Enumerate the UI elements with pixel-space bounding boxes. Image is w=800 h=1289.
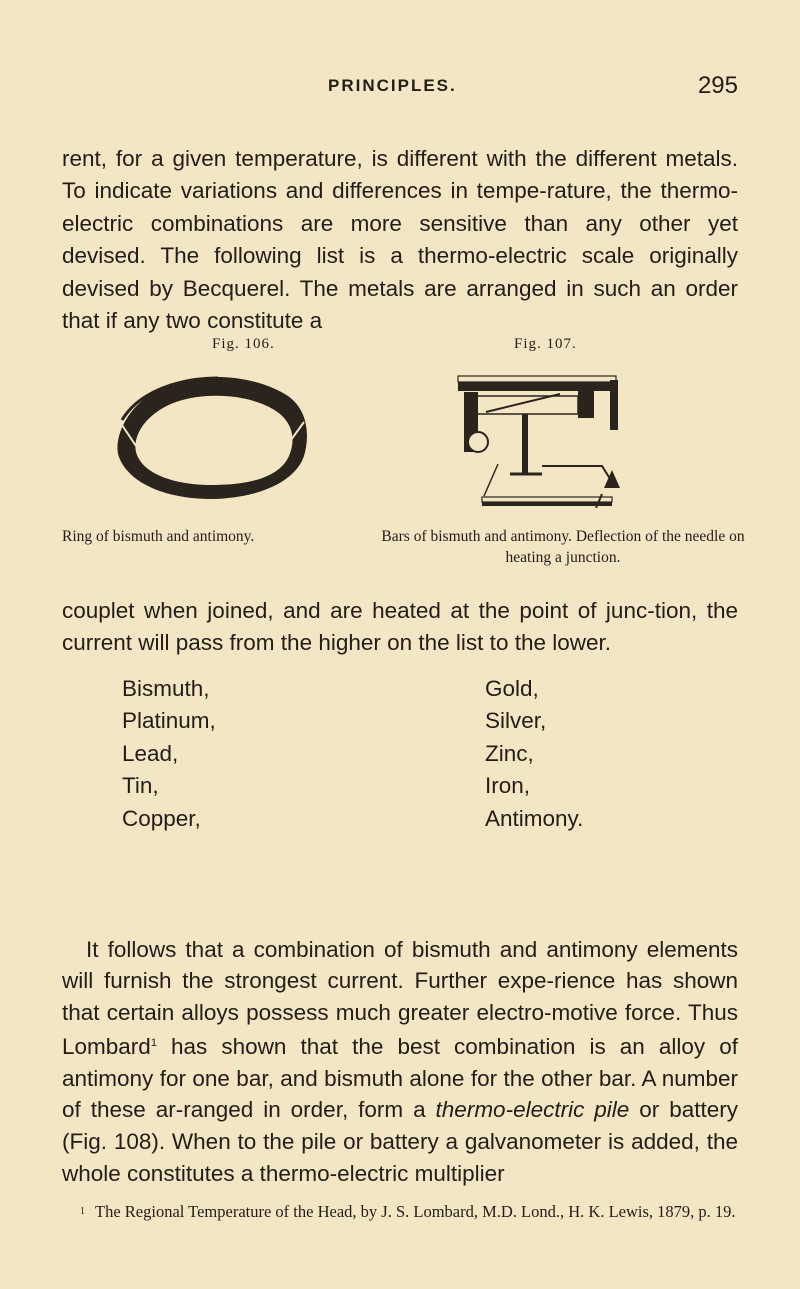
page-header — [0, 72, 800, 106]
footnote-reference: 1 — [150, 1037, 157, 1050]
italic-term: thermo-electric pile — [435, 1097, 630, 1123]
paragraph-text: It follows that a combination of bismuth and antimony elements will furnish the strongest current. Further expe-rience has shown that certain alloys possess much greater electro-motive force. Thus Lombard — [62, 936, 738, 1060]
fig-107-label: Fig. 107. — [514, 336, 577, 352]
paragraph-text: or battery (Fig. 108). When to the pile or battery a galvanometer is added, the whole constitutes a thermo-electric multiplier — [62, 1097, 738, 1186]
scale-column-left — [122, 673, 216, 835]
list-item: Antimony. — [485, 805, 584, 831]
fig-107-bars-illustration — [452, 370, 632, 508]
fig-106-label: Fig. 106. — [212, 336, 275, 352]
list-item: Tin, — [122, 773, 159, 799]
footnote — [62, 1201, 752, 1223]
list-item: Silver, — [485, 708, 547, 734]
list-item: Lead, — [122, 740, 179, 766]
paragraph-couplet: couplet when joined, and are heated at the point of junc-tion, the current will pass from the higher on the list to the lower. — [62, 597, 738, 656]
fig-106-caption: Ring of bismuth and antimony. — [62, 528, 255, 545]
footnote-marker: 1 — [80, 1206, 85, 1217]
page-number: 295 — [697, 72, 738, 99]
list-item: Zinc, — [485, 740, 534, 766]
scale-column-right — [485, 673, 583, 835]
list-item: Platinum, — [122, 708, 216, 734]
footnote-text: The Regional Temperature of the Head, by J. S. Lombard, M.D. Lond., H. K. Lewis, 1879, p. 19. — [95, 1202, 736, 1221]
list-item: Iron, — [485, 773, 531, 799]
fig-107-caption: Bars of bismuth and antimony. Deflection of the needle on heating a junction. — [381, 528, 745, 566]
paragraph-thermo-pile — [62, 934, 738, 1190]
list-item: Gold, — [485, 676, 539, 701]
list-item: Bismuth, — [122, 676, 210, 701]
paragraph-text: has shown that the best combination is an alloy of antimony for one bar, and bismuth alone for the other bar. A number of these ar-ranged in order, form a — [62, 1034, 738, 1123]
list-item: Copper, — [122, 805, 201, 831]
paragraph-intro: rent, for a given temperature, is different with the different metals. To indicate variations and differences in tempe-rature, the thermo-electric combinations are more sensitive than any other yet devised. The following list is a thermo-electric scale originally devised by Becquerel. The metals are arranged in such an order that if any two constitute a — [62, 145, 738, 334]
running-title: PRINCIPLES. — [328, 76, 457, 95]
fig-106-ring-illustration — [112, 372, 312, 508]
